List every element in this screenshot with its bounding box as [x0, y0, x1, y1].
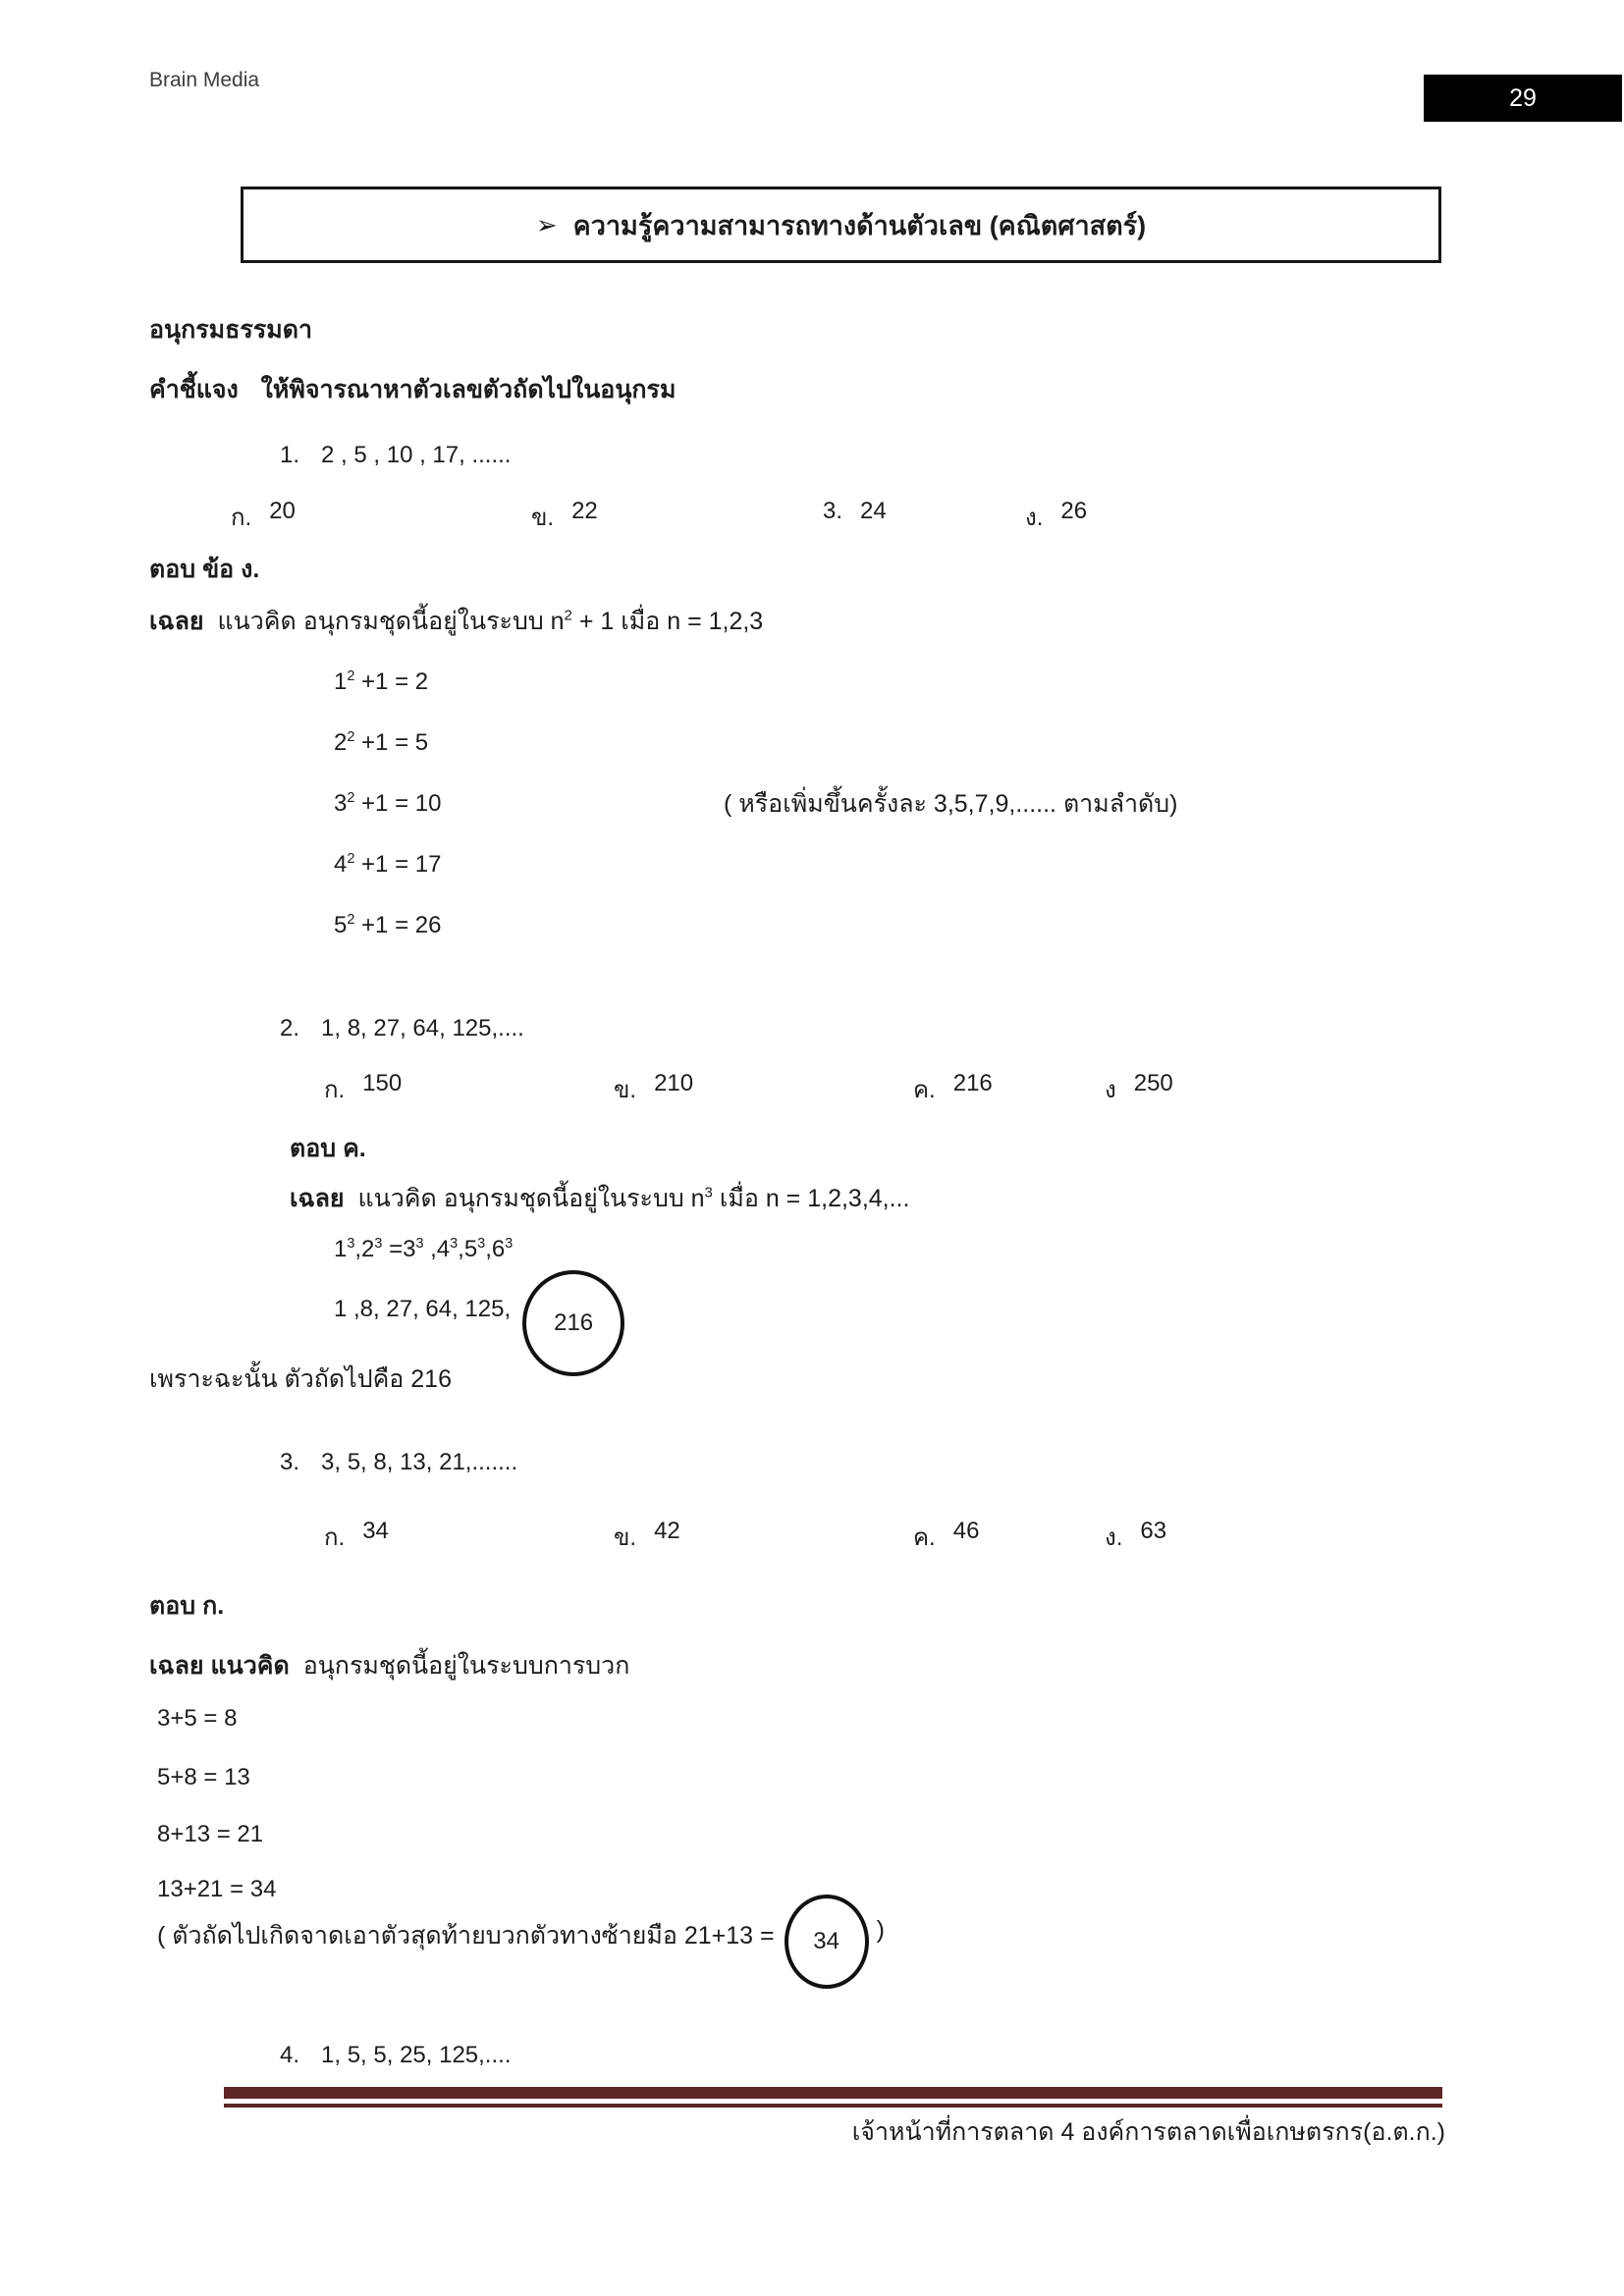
solution-label: เฉลย แนวคิด — [149, 1652, 290, 1680]
choice-label: ข. — [614, 1524, 637, 1551]
q3-choice-a — [324, 1518, 389, 1556]
choice-label: ข. — [531, 505, 555, 531]
q2-series-prefix: 1 ,8, 27, 64, 125, — [334, 1296, 512, 1322]
q3-sequence: 3, 5, 8, 13, 21,....... — [321, 1449, 518, 1475]
q1-equation-4: $4^2 +1 = 17$ — [334, 851, 442, 878]
q2-choice-c — [913, 1070, 993, 1108]
q1-choice-d — [1025, 498, 1087, 536]
q3-choice-b — [614, 1518, 680, 1556]
choice-value: 34 — [362, 1518, 389, 1544]
q1-sequence: 2 , 5 , 10 , 17, ...... — [321, 442, 512, 468]
q2-line — [280, 1015, 524, 1042]
q2-choice-d — [1105, 1070, 1173, 1108]
q3-note-prefix: ( ตัวถัดไปเกิดจาดเอาตัวสุดท้ายบวกตัวทางซ้ายมือ 21+13 = — [157, 1922, 775, 1949]
choice-value: 24 — [860, 498, 887, 524]
footer-rule-thick — [224, 2087, 1442, 2099]
choice-value: 250 — [1133, 1070, 1173, 1096]
q2-solution-line — [290, 1182, 909, 1216]
solution-intro: แนวคิด อนุกรมชุดนี้อยู่ในระบบ $n^3$ เมื่อ n = 1,2,3,4,... — [357, 1184, 910, 1212]
solution-label: เฉลย — [149, 608, 204, 635]
solution-intro: แนวคิด อนุกรมชุดนี้อยู่ในระบบ $n^2 + 1$ เมื่อ n = 1,2,3 — [217, 607, 764, 635]
choice-value: 46 — [952, 1518, 980, 1544]
q3-equation-4: 13+21 = 34 — [157, 1876, 277, 1902]
choice-value: 216 — [952, 1070, 993, 1096]
circled-answer-216 — [522, 1270, 624, 1376]
instruction-label: คำชี้แจง — [149, 376, 239, 403]
q2-cubes-line: $1^3,2^3 =3^3$ $,4^3,5^3,6^3$ — [334, 1236, 514, 1262]
choice-label: ค. — [913, 1077, 936, 1103]
page-number-badge — [1424, 75, 1622, 122]
q1-equation-1: $1^2 +1 = 2$ — [334, 668, 429, 695]
q1-number: 1. — [280, 442, 300, 468]
q2-number: 2. — [280, 1015, 300, 1041]
choice-label: ง. — [1105, 1524, 1123, 1551]
q1-equation-2: $2^2 +1 = 5$ — [334, 729, 429, 756]
choice-value: 20 — [269, 498, 296, 524]
circled-answer-34 — [785, 1895, 869, 1989]
choice-value: 63 — [1140, 1518, 1167, 1544]
choice-label: ค. — [913, 1524, 936, 1551]
choice-label: ก. — [324, 1077, 346, 1103]
q3-equation-1: 3+5 = 8 — [157, 1705, 238, 1732]
q3-choice-c — [913, 1518, 979, 1556]
choice-value: 26 — [1060, 498, 1088, 524]
q1-choice-a — [231, 498, 296, 536]
series-heading: อนุกรมธรรมดา — [149, 316, 313, 344]
q2-conclusion: เพราะฉะนั้น ตัวถัดไปคือ 216 — [149, 1365, 452, 1393]
instruction-line — [149, 370, 676, 409]
q3-note-suffix: ) — [876, 1916, 885, 1944]
q3-answer: ตอบ ก. — [149, 1592, 225, 1620]
q4-number: 4. — [280, 2042, 300, 2068]
q1-equation-5: $5^2 +1 = 26$ — [334, 912, 442, 938]
footer-text: เจ้าหน้าที่การตลาด 4 องค์การตลาดเพื่อเกษตรกร(อ.ต.ก.) — [851, 2118, 1445, 2146]
q3-note-line — [157, 1916, 885, 1989]
footer-rule-thin — [224, 2104, 1442, 2108]
instruction-text: ให้พิจารณาหาตัวเลขตัวถัดไปในอนุกรม — [260, 376, 677, 403]
choice-label: ง — [1105, 1077, 1116, 1103]
choice-label: 3. — [823, 498, 843, 524]
choice-value: 210 — [654, 1070, 694, 1096]
q3-solution-line — [149, 1649, 629, 1683]
q1-pattern-note: ( หรือเพิ่มขึ้นครั้งละ 3,5,7,9,...... ตามลำดับ) — [724, 790, 1178, 818]
section-title-box — [241, 187, 1441, 263]
q2-answer: ตอบ ค. — [290, 1135, 366, 1162]
q2-choice-b — [614, 1070, 693, 1108]
q1-equation-3: $3^2 +1 = 10$ — [334, 790, 442, 817]
choice-label: ข. — [614, 1077, 637, 1103]
q3-equation-3: 8+13 = 21 — [157, 1821, 264, 1847]
choice-value: 42 — [654, 1518, 680, 1544]
circled-value: 34 — [813, 1928, 839, 1954]
q4-line — [280, 2042, 511, 2069]
q3-number: 3. — [280, 1449, 300, 1475]
brand-text: Brain Media — [149, 69, 260, 91]
q2-sequence: 1, 8, 27, 64, 125,.... — [321, 1015, 524, 1041]
circled-value: 216 — [554, 1309, 594, 1336]
q1-line — [280, 442, 511, 469]
section-title: ความรู้ความสามารถทางด้านตัวเลข (คณิตศาสตร์) — [572, 210, 1147, 240]
q1-solution-line — [149, 605, 763, 639]
q4-sequence: 1, 5, 5, 25, 125,.... — [321, 2042, 512, 2068]
q1-choice-b — [531, 498, 598, 536]
q1-choice-c — [823, 498, 887, 525]
q3-choice-d — [1105, 1518, 1166, 1556]
choice-label: ง. — [1025, 505, 1044, 531]
q1-answer: ตอบ ข้อ ง. — [149, 556, 260, 583]
q3-equation-2: 5+8 = 13 — [157, 1764, 250, 1790]
page-number: 29 — [1509, 83, 1537, 112]
choice-label: ก. — [324, 1524, 346, 1551]
q2-choice-a — [324, 1070, 402, 1108]
solution-text: อนุกรมชุดนี้อยู่ในระบบการบวก — [302, 1652, 630, 1680]
arrowhead-icon: ➢ — [535, 210, 558, 240]
q3-line — [280, 1449, 517, 1476]
choice-value: 22 — [571, 498, 598, 524]
solution-label: เฉลย — [290, 1185, 345, 1212]
choice-value: 150 — [362, 1070, 403, 1096]
choice-label: ก. — [231, 505, 252, 531]
